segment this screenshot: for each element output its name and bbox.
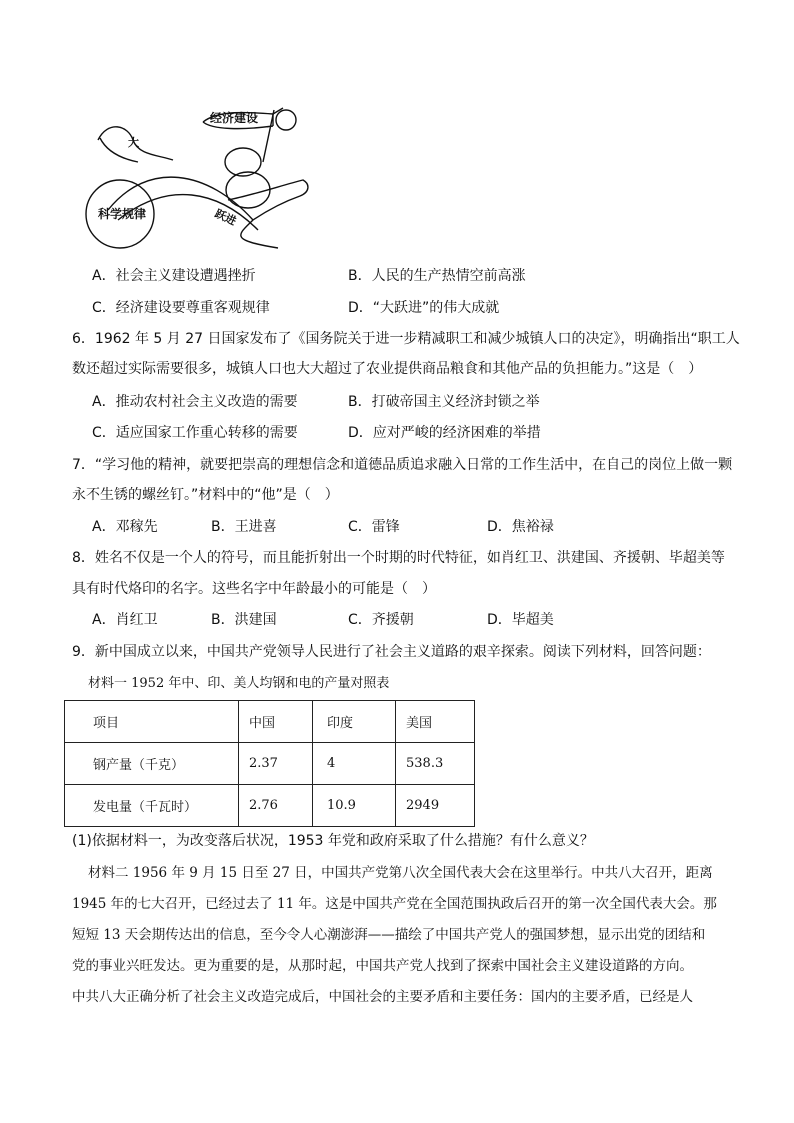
q7-option-b[interactable]: B．王进喜	[211, 519, 277, 535]
table-header-cell: 中国	[239, 701, 313, 743]
table-header-row	[65, 701, 475, 743]
table-cell: 10.9	[313, 785, 396, 827]
q8-option-a[interactable]: A．肖红卫	[92, 612, 158, 628]
q9-material2-line: 1945 年的七大召开，已经过去了 11 年。这是中国共产党在全国范围执政后召开的第一次全国代表大会。那	[72, 896, 717, 912]
production-comparison-table	[64, 700, 475, 827]
q7-option-a[interactable]: A．邓稼先	[92, 519, 158, 535]
q5-option-c[interactable]: C．经济建设要尊重客观规律	[92, 300, 270, 316]
q6-option-a[interactable]: A．推动农村社会主义改造的需要	[92, 394, 298, 410]
table-cell: 2949	[396, 785, 475, 827]
q9-material2-line: 党的事业兴旺发达。更为重要的是，从那时起，中国共产党人找到了探索中国社会主义建设道路的方向。	[72, 958, 693, 974]
q7-option-c[interactable]: C．雷锋	[348, 519, 400, 535]
q9-material2-line: 中共八大正确分析了社会主义改造完成后，中国社会的主要矛盾和主要任务：国内的主要矛盾，已经是人	[72, 989, 693, 1005]
cartoon-banner-label: 经济建设	[210, 111, 259, 125]
cartoon-horse-label: 跃进	[212, 206, 239, 229]
q9-question1: (1)依据材料一，为改变落后状况，1953 年党和政府采取了什么措施？有什么意义？	[72, 833, 594, 849]
q7-stem-line1: 7．“学习他的精神，就要把崇高的理想信念和道德品质追求融入日常的工作生活中，在自己的岗位上做一颗	[72, 457, 733, 473]
table-cell: 2.76	[239, 785, 313, 827]
q5-option-d[interactable]: D．“大跃进”的伟大成就	[348, 300, 500, 316]
q8-option-d[interactable]: D．毕超美	[487, 612, 554, 628]
q6-option-d[interactable]: D．应对严峻的经济困难的举措	[348, 425, 541, 441]
great-leap-cartoon	[78, 100, 318, 250]
table-cell: 钢产量（千克）	[65, 743, 239, 785]
q8-option-b[interactable]: B．洪建国	[211, 612, 277, 628]
table-cell: 4	[313, 743, 396, 785]
table-header-cell: 印度	[313, 701, 396, 743]
q5-option-b[interactable]: B．人民的生产热情空前高涨	[348, 268, 526, 284]
q6-option-c[interactable]: C．适应国家工作重心转移的需要	[92, 425, 298, 441]
q6-stem-line2: 数还超过实际需要很多，城镇人口也大大超过了农业提供商品粮食和其他产品的负担能力。”这是（ ）	[72, 361, 703, 377]
q9-intro: 9．新中国成立以来，中国共产党领导人民进行了社会主义道路的艰辛探索。阅读下列材料，回答问题：	[72, 644, 711, 660]
q8-stem-line2: 具有时代烙印的名字。这些名字中年龄最小的可能是（ ）	[72, 581, 436, 597]
table-header-cell: 美国	[396, 701, 475, 743]
q6-stem-line1: 6．1962 年 5 月 27 日国家发布了《国务院关于进一步精减职工和减少城镇人口的决定》，明确指出“职工人	[72, 331, 740, 347]
table-cell: 538.3	[396, 743, 475, 785]
q5-option-a[interactable]: A．社会主义建设遭遇挫折	[92, 268, 256, 284]
table-row	[65, 743, 475, 785]
q7-option-d[interactable]: D．焦裕禄	[487, 519, 554, 535]
table-cell: 2.37	[239, 743, 313, 785]
cartoon-ball-label: 科学规律	[98, 207, 147, 221]
q9-material2-line: 材料二 1956 年 9 月 15 日至 27 日，中国共产党第八次全国代表大会在这里举行。中共八大召开，距离	[88, 865, 713, 881]
table-cell: 发电量（千瓦时）	[65, 785, 239, 827]
q9-material1-title: 材料一 1952 年中、印、美人均钢和电的产量对照表	[88, 676, 390, 691]
q8-option-c[interactable]: C．齐援朝	[348, 612, 414, 628]
cartoon-tail-label: 大	[128, 136, 139, 149]
table-row	[65, 785, 475, 827]
table-header-cell: 项目	[65, 701, 239, 743]
q9-material2-line: 短短 13 天会期传达出的信息，至今令人心潮澎湃——描绘了中国共产党人的强国梦想，显示出党的团结和	[72, 927, 706, 943]
q6-option-b[interactable]: B．打破帝国主义经济封锁之举	[348, 394, 540, 410]
q8-stem-line1: 8．姓名不仅是一个人的符号，而且能折射出一个时期的时代特征，如肖红卫、洪建国、齐援朝、毕超美等	[72, 550, 725, 566]
q7-stem-line2: 永不生锈的螺丝钉。”材料中的“他”是（ ）	[72, 487, 339, 503]
